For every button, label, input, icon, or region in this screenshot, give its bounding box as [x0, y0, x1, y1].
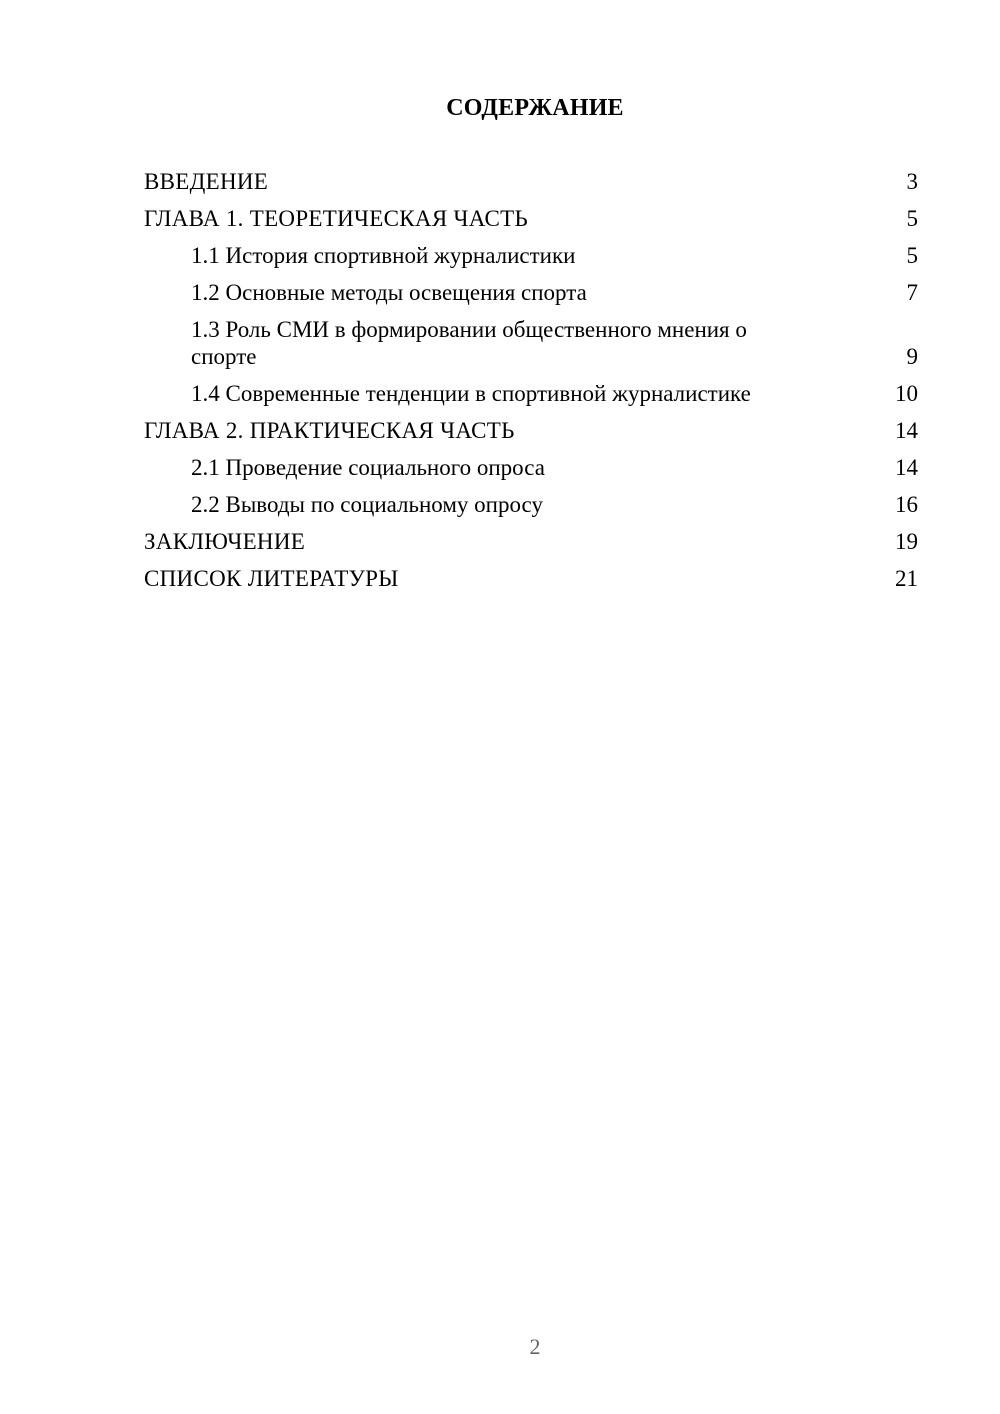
toc-entry-label: ГЛАВА 2. ПРАКТИЧЕСКАЯ ЧАСТЬ [144, 418, 515, 443]
toc-entry-label: ВВЕДЕНИЕ [144, 169, 269, 194]
toc-entry-label: 1.4 Современные тенденции в спортивной журналистике [191, 381, 751, 406]
toc-entry-page: 19 [895, 529, 918, 554]
toc-entry-label: 2.1 Проведение социального опроса [191, 455, 545, 480]
toc-entry-page: 14 [895, 455, 918, 480]
toc-entry-references[interactable] [144, 565, 918, 592]
toc-entry-page: 3 [906, 169, 918, 194]
toc-entry-page: 5 [906, 243, 918, 268]
toc-entry-conclusion[interactable] [144, 528, 918, 555]
toc-entry-section-1-3[interactable] [144, 316, 918, 370]
toc-entry-page: 16 [895, 492, 918, 517]
toc-entry-section-1-4[interactable] [144, 380, 918, 407]
toc-entry-section-2-1[interactable] [144, 454, 918, 481]
toc-entry-label: ГЛАВА 1. ТЕОРЕТИЧЕСКАЯ ЧАСТЬ [144, 206, 529, 231]
toc-entry-section-1-1[interactable] [144, 242, 918, 269]
table-of-contents [144, 168, 918, 602]
toc-entry-label: ЗАКЛЮЧЕНИЕ [144, 529, 306, 554]
toc-entry-label: СПИСОК ЛИТЕРАТУРЫ [144, 566, 399, 591]
toc-entry-label: 1.1 История спортивной журналистики [191, 243, 576, 268]
toc-entry-page: 21 [895, 566, 918, 591]
toc-entry-introduction[interactable] [144, 168, 918, 195]
toc-entry-page: 10 [895, 381, 918, 406]
toc-entry-label: 1.2 Основные методы освещения спорта [191, 280, 587, 305]
toc-entry-page: 14 [895, 418, 918, 443]
toc-title: СОДЕРЖАНИЕ [446, 95, 624, 121]
toc-entry-page: 7 [906, 280, 918, 305]
toc-entry-section-2-2[interactable] [144, 491, 918, 518]
toc-entry-page: 9 [906, 344, 918, 369]
toc-entry-section-1-2[interactable] [144, 279, 918, 306]
toc-entry-label: 1.3 Роль СМИ в формировании общественного мнения о спорте [191, 317, 747, 369]
toc-entry-chapter-2[interactable] [144, 417, 918, 444]
toc-entry-label: 2.2 Выводы по социальному опросу [191, 492, 543, 517]
toc-entry-page: 5 [906, 206, 918, 231]
toc-entry-chapter-1[interactable] [144, 205, 918, 232]
page-number: 2 [529, 1334, 541, 1359]
